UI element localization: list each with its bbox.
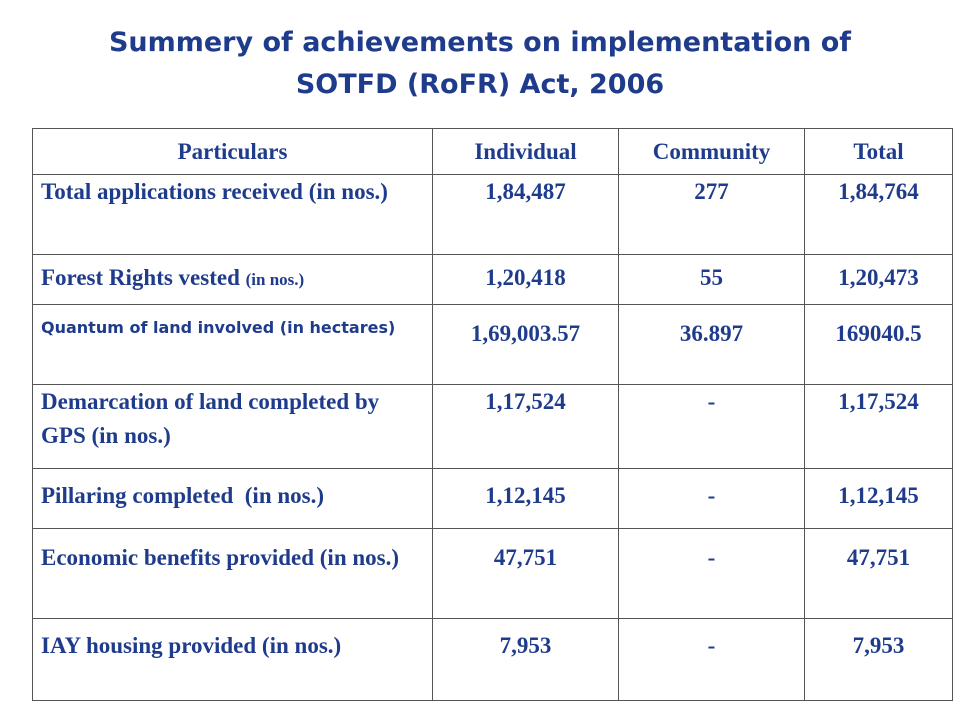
table-row (33, 385, 953, 469)
header-community: Community (619, 129, 805, 175)
cell-individual: 47,751 (433, 529, 619, 619)
cell-individual: 1,84,487 (433, 175, 619, 255)
table-row (33, 175, 953, 255)
cell-total: 1,20,473 (805, 255, 953, 305)
cell-total: 1,17,524 (805, 385, 953, 469)
row-label: Total applications received (in nos.) (33, 175, 433, 255)
title-line-2: SOTFD (RoFR) Act, 2006 (295, 69, 665, 100)
cell-total: 1,12,145 (805, 469, 953, 529)
row-label-main: Forest Rights vested (41, 265, 240, 290)
title-line-1: Summery of achievements on implementation of (108, 27, 852, 58)
row-label: Pillaring completed (in nos.) (33, 469, 433, 529)
cell-total: 1,84,764 (805, 175, 953, 255)
cell-individual: 1,20,418 (433, 255, 619, 305)
row-label: Economic benefits provided (in nos.) (33, 529, 433, 619)
row-label: Quantum of land involved (in hectares) (33, 305, 433, 385)
cell-community: 36.897 (619, 305, 805, 385)
cell-community: 277 (619, 175, 805, 255)
header-total: Total (805, 129, 953, 175)
cell-total: 47,751 (805, 529, 953, 619)
page-title (0, 22, 960, 106)
row-label: IAY housing provided (in nos.) (33, 619, 433, 701)
table-row (33, 469, 953, 529)
cell-community: 55 (619, 255, 805, 305)
table-row (33, 619, 953, 701)
row-label: Demarcation of land completed by GPS (in nos.) (33, 385, 433, 469)
cell-total: 7,953 (805, 619, 953, 701)
cell-individual: 1,17,524 (433, 385, 619, 469)
header-particulars: Particulars (33, 129, 433, 175)
table-row (33, 255, 953, 305)
cell-community: - (619, 529, 805, 619)
cell-individual: 1,69,003.57 (433, 305, 619, 385)
table-header-row (33, 129, 953, 175)
cell-total: 169040.5 (805, 305, 953, 385)
header-individual: Individual (433, 129, 619, 175)
row-label (33, 255, 433, 305)
table-row (33, 305, 953, 385)
cell-individual: 7,953 (433, 619, 619, 701)
table-row (33, 529, 953, 619)
cell-community: - (619, 385, 805, 469)
cell-community: - (619, 469, 805, 529)
row-label-suffix: (in nos.) (245, 270, 305, 289)
cell-individual: 1,12,145 (433, 469, 619, 529)
cell-community: - (619, 619, 805, 701)
achievements-table (32, 128, 953, 701)
